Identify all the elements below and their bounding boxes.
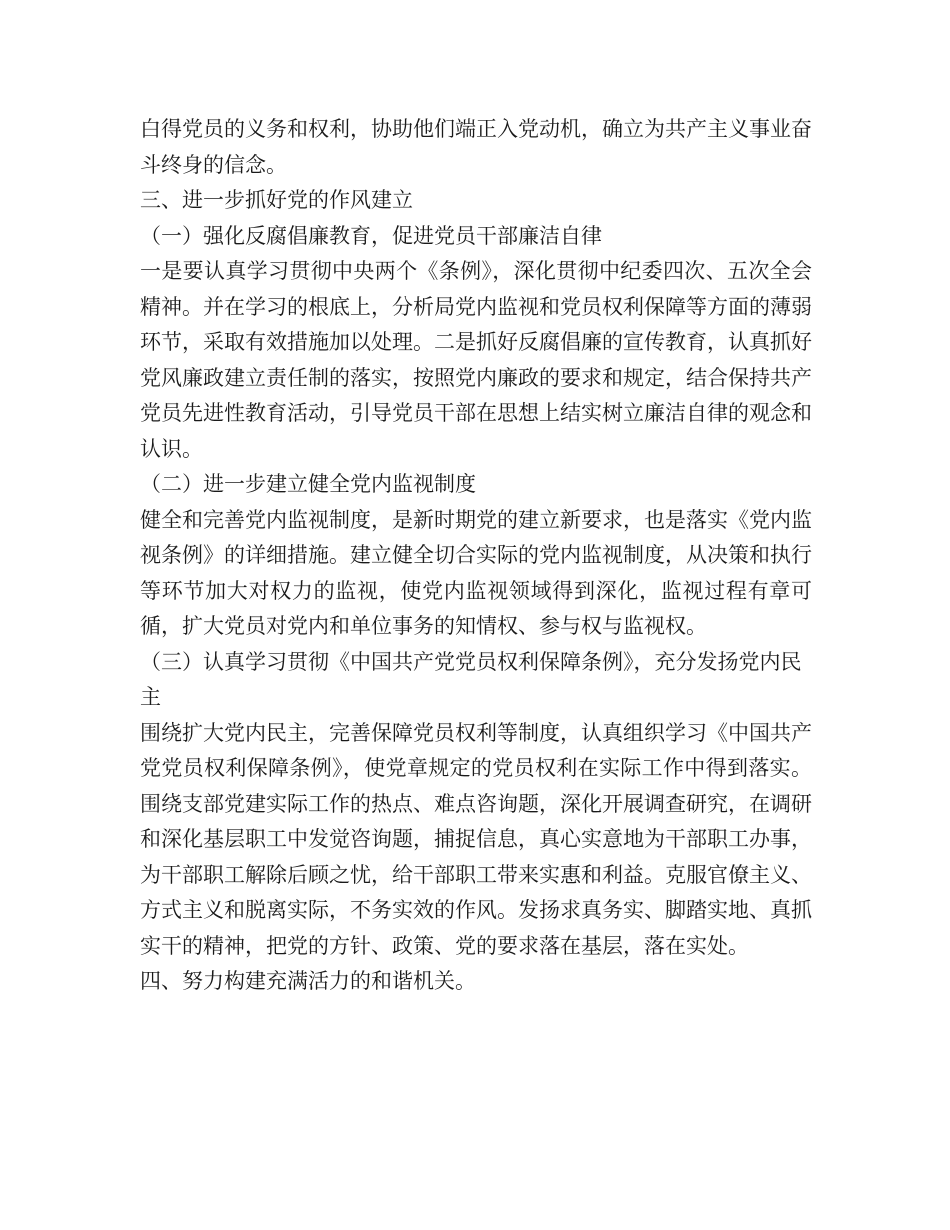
paragraph-anti-corruption: 一是要认真学习贯彻中央两个《条例》，深化贯彻中纪委四次、五次全会精神。并在学习的根底上，分析局党内监视和党员权利保障等方面的薄弱环节，采取有效措施加以处理。二是抓好反腐倡廉的宣传教育，认真抓好党风廉政建立责任制的落实，按照党内廉政的要求和规定，结合保持共产党员先进性教育活动，引导党员干部在思想上结实树立廉洁自律的观念和认识。 — [140, 259, 812, 461]
subsection-heading-3-1: （一）强化反腐倡廉教育，促进党员干部廉洁自律 — [140, 223, 602, 248]
section-heading-4: 四、努力构建充满活力的和谐机关。 — [140, 969, 476, 993]
subsection-heading-3-2: （二）进一步建立健全党内监视制度 — [140, 472, 476, 496]
paragraph-supervision: 健全和完善党内监视制度，是新时期党的建立新要求，也是落实《党内监视条例》的详细措施。建立健全切合实际的党内监视制度，从决策和执行等环节加大对权力的监视，使党内监视领域得到深化，监视过程有章可循，扩大党员对党内和单位事务的知情权、参与权与监视权。 — [140, 507, 812, 638]
subsection-heading-3-3: （三）认真学习贯彻《中国共产党党员权利保障条例》，充分发扬党内民主 — [140, 649, 802, 709]
section-heading-3: 三、进一步抓好党的作风建立 — [140, 188, 413, 212]
document-page — [140, 112, 812, 1000]
paragraph-democracy: 围绕扩大党内民主，完善保障党员权利等制度，认真组织学习《中国共产党党员权利保障条例》，使党章规定的党员权利在实际工作中得到落实。围绕支部党建实际工作的热点、难点咨询题，深化开展调查研究，在调研和深化基层职工中发觉咨询题，捕捉信息，真心实意地为干部职工办事，为干部职工解除后顾之忧，给干部职工带来实惠和利益。克服官僚主义、方式主义和脱离实际，不务实效的作风。发扬求真务实、脚踏实地、真抓实干的精神，把党的方针、政策、党的要求落在基层，落在实处。 — [140, 720, 812, 958]
paragraph-party-member-duties: 白得党员的义务和权利，协助他们端正入党动机，确立为共产主义事业奋斗终身的信念。 — [140, 117, 812, 177]
